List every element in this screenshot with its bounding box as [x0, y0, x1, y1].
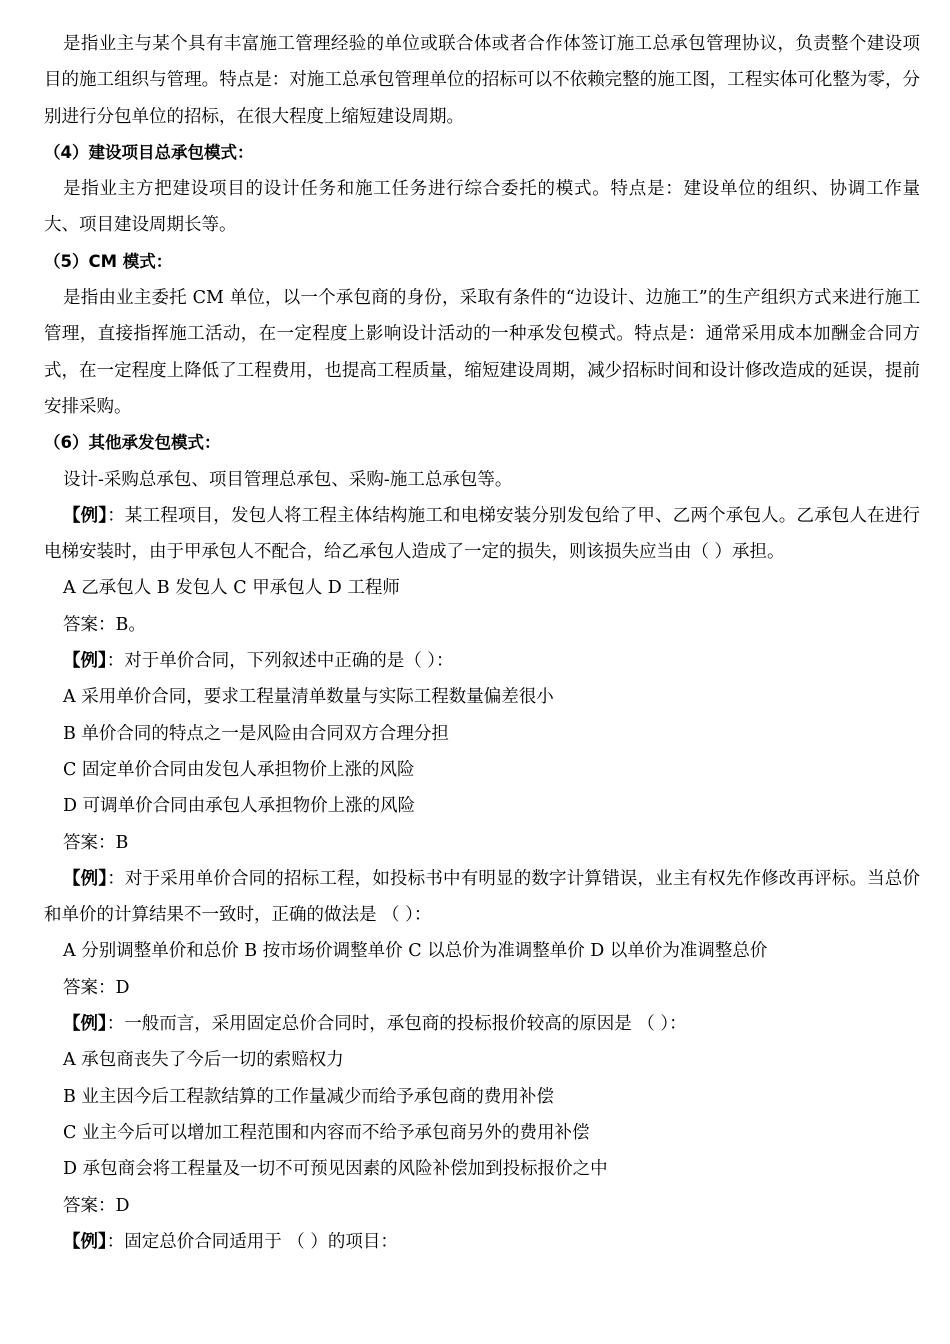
- example-2-option-b: B 单价合同的特点之一是风险由合同双方合理分担: [63, 723, 449, 744]
- example-tag: 【例】: [63, 1231, 107, 1252]
- example-4-question: [44, 1006, 920, 1042]
- example-4-answer: 答案：D: [63, 1195, 130, 1216]
- paragraph-design-build-mode: 是指业主方把建设项目的设计任务和施工任务进行综合委托的模式。特点是：建设单位的组织、协调工作量大、项目建设周期长等。: [44, 179, 920, 236]
- example-tag: 【例】: [63, 1014, 107, 1035]
- example-1-options: A 乙承包人 B 发包人 C 甲承包人 D 工程师: [63, 578, 400, 599]
- example-2-option-a: A 采用单价合同，要求工程量清单数量与实际工程数量偏差很小: [63, 687, 554, 708]
- example-question-text: ：某工程项目，发包人将工程主体结构施工和电梯安装分别发包给了甲、乙两个承包人。乙承包人在进行电梯安装时，由于甲承包人不配合，给乙承包人造成了一定的损失，则该损失应当由（ ）承担。: [44, 505, 920, 563]
- example-3-options: A 分别调整单价和总价 B 按市场价调整单价 C 以总价为准调整单价 D 以单价为准调整总价: [63, 941, 768, 962]
- example-question-text: ：对于单价合同，下列叙述中正确的是（ ）：: [106, 651, 454, 672]
- heading-other-modes: （6）其他承发包模式：: [44, 433, 221, 453]
- example-tag: 【例】: [63, 868, 108, 889]
- example-3-answer: 答案：D: [63, 977, 130, 998]
- example-tag: 【例】: [63, 651, 107, 672]
- example-2-question: [44, 643, 920, 679]
- example-3-question: [44, 861, 920, 934]
- example-1-answer: 答案：B。: [63, 614, 146, 635]
- heading-cm-mode: （5）CM 模式：: [44, 251, 173, 271]
- example-4-option-b: B 业主因今后工程款结算的工作量减少而给予承包商的费用补偿: [63, 1086, 554, 1107]
- paragraph-construction-management-mode: 是指业主与某个具有丰富施工管理经验的单位或联合体或者合作体签订施工总承包管理协议，负责整个建设项目的施工组织与管理。特点是：对施工总承包管理单位的招标可以不依赖完整的施工图，工程实体可化整为零，分别进行分包单位的招标，在很大程度上缩短建设周期。: [44, 34, 920, 127]
- example-2-option-c: C 固定单价合同由发包人承担物价上涨的风险: [63, 759, 415, 780]
- paragraph-other-modes: 设计-采购总承包、项目管理总承包、采购-施工总承包等。: [63, 469, 513, 490]
- example-4-option-d: D 承包商会将工程量及一切不可预见因素的风险补偿加到投标报价之中: [63, 1159, 608, 1180]
- example-question-text: ：对于采用单价合同的招标工程，如投标书中有明显的数字计算错误，业主有权先作修改再评标。当总价和单价的计算结果不一致时，正确的做法是 （ ）：: [44, 868, 920, 926]
- example-4-option-c: C 业主今后可以增加工程范围和内容而不给予承包商另外的费用补偿: [63, 1122, 590, 1143]
- heading-design-build-mode: （4）建设项目总承包模式：: [44, 142, 254, 162]
- example-question-text: ：固定总价合同适用于 （ ）的项目：: [106, 1231, 398, 1252]
- paragraph-cm-mode: 是指由业主委托 CM 单位，以一个承包商的身份，采取有条件的“边设计、边施工”的生产组织方式来进行施工管理，直接指挥施工活动，在一定程度上影响设计活动的一种承发包模式。特点是：通常采用成本加酬金合同方式，在一定程度上降低了工程费用，也提高工程质量，缩短建设周期，减少招标时间和设计修改造成的延误，提前安排采购。: [44, 288, 920, 417]
- example-question-text: ：一般而言，采用固定总价合同时，承包商的投标报价较高的原因是 （ ）：: [106, 1014, 687, 1035]
- example-tag: 【例】: [63, 505, 108, 526]
- example-1-question: [44, 498, 920, 571]
- example-4-option-a: A 承包商丧失了今后一切的索赔权力: [63, 1050, 344, 1071]
- example-5-question: [44, 1224, 920, 1260]
- example-2-answer: 答案：B: [63, 832, 129, 853]
- example-2-option-d: D 可调单价合同由承包人承担物价上涨的风险: [63, 796, 416, 817]
